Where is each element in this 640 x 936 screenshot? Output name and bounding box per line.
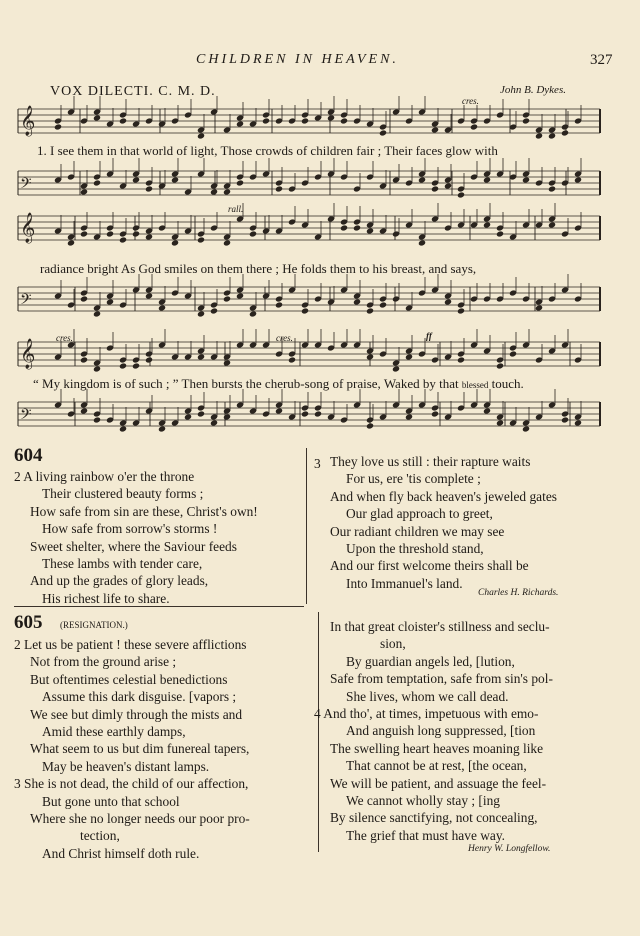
note-head bbox=[275, 407, 283, 414]
note-head bbox=[353, 298, 361, 305]
verse-line: For us, ere 'tis complete ; bbox=[346, 471, 481, 487]
note-head bbox=[249, 310, 257, 317]
hymn-604-verse-3 bbox=[330, 453, 557, 592]
note-head bbox=[223, 359, 231, 366]
hymn-604-author: Charles H. Richards. bbox=[478, 588, 559, 598]
note-head bbox=[119, 362, 127, 369]
note-head bbox=[301, 117, 309, 124]
note-head bbox=[197, 310, 205, 317]
note-head bbox=[54, 123, 62, 130]
verse-line: Where she no longer needs our poor pro- bbox=[30, 811, 250, 827]
note-head bbox=[366, 307, 374, 314]
note-head bbox=[574, 419, 582, 426]
note-head bbox=[574, 176, 582, 183]
hymn-605-author: Henry W. Longfellow. bbox=[468, 844, 551, 854]
note-head bbox=[470, 123, 478, 130]
note-head bbox=[405, 413, 413, 420]
verse-line: 4 And tho', at times, impetuous with emo- bbox=[314, 706, 539, 722]
note-head bbox=[535, 132, 543, 139]
note-head bbox=[106, 230, 114, 237]
note-head bbox=[483, 407, 491, 414]
note-head bbox=[353, 224, 361, 231]
hymn-605-right-verses bbox=[314, 618, 553, 844]
note-head bbox=[444, 298, 452, 305]
note-head bbox=[431, 126, 439, 133]
verse-line: Upon the threshold stand, bbox=[346, 541, 484, 557]
verse-line: Safe from temptation, safe from sin's pol- bbox=[330, 671, 553, 687]
verse-line: Assume this dark disguise. [vapors ; bbox=[42, 689, 237, 705]
verse-line: In that great cloister's stillness and seclu- bbox=[330, 619, 550, 634]
marking-cres-3: cres. bbox=[276, 333, 293, 343]
note-head bbox=[119, 117, 127, 124]
note-head bbox=[236, 179, 244, 186]
note-head bbox=[496, 362, 504, 369]
note-head bbox=[548, 185, 556, 192]
marking-ff: ff bbox=[426, 331, 432, 341]
music-score bbox=[0, 0, 640, 440]
bass-clef: 𝄢 bbox=[20, 291, 32, 312]
verse-line: We cannot wholly stay ; [ing bbox=[346, 793, 500, 809]
note-head bbox=[132, 230, 140, 237]
note-head bbox=[262, 117, 270, 124]
verse-line: The grief that must have way. bbox=[346, 827, 506, 843]
column-divider-605 bbox=[318, 612, 319, 852]
note-head bbox=[418, 176, 426, 183]
verse-line: 2 Let us be patient ! these severe afflictions bbox=[14, 637, 247, 652]
verse-line: sion, bbox=[380, 636, 406, 652]
verse-line: They love us still : their rapture waits bbox=[330, 454, 531, 469]
note-head bbox=[132, 176, 140, 183]
note-head bbox=[67, 239, 75, 246]
note-head bbox=[431, 185, 439, 192]
note-head bbox=[210, 419, 218, 426]
note-head bbox=[366, 227, 374, 234]
lyric-line-3: “ My kingdom is of such ; ” Then bursts the cherub-song of praise, Waked by that blessed touch. bbox=[33, 376, 524, 391]
note-head bbox=[379, 129, 387, 136]
verse-line: 2 A living rainbow o'er the throne bbox=[14, 469, 195, 484]
bass-clef: 𝄢 bbox=[20, 175, 32, 196]
verse-line: We will be patient, and assuage the feel- bbox=[330, 775, 547, 791]
note-head bbox=[522, 425, 530, 432]
note-head bbox=[483, 176, 491, 183]
note-head bbox=[418, 239, 426, 246]
note-head bbox=[535, 304, 543, 311]
verse-line: What seem to us but dim funereal tapers, bbox=[30, 741, 250, 757]
tune-name: VOX DILECTI. C. M. D. bbox=[50, 84, 216, 99]
column-divider-604 bbox=[306, 448, 307, 604]
marking-cres-2: cres. bbox=[56, 333, 73, 343]
note-head bbox=[184, 413, 192, 420]
note-head bbox=[197, 236, 205, 243]
verse-line: Amid these earthly damps, bbox=[42, 724, 186, 740]
note-head bbox=[366, 422, 374, 429]
treble-clef: 𝄞 bbox=[20, 106, 36, 136]
note-head bbox=[80, 295, 88, 302]
verse-line: These lambs with tender care, bbox=[42, 556, 203, 572]
hymn-604-number: 604 bbox=[14, 445, 43, 466]
note-head bbox=[522, 117, 530, 124]
note-head bbox=[561, 416, 569, 423]
note-head bbox=[457, 191, 465, 198]
verse-line: By guardian angels led, [lution, bbox=[346, 653, 515, 669]
note-head bbox=[210, 307, 218, 314]
treble-clef: 𝄞 bbox=[20, 339, 36, 369]
note-head bbox=[366, 353, 374, 360]
hymn-605-number: 605 bbox=[14, 612, 43, 633]
verse-line: How safe from sin are these, Christ's own! bbox=[30, 503, 258, 519]
verse-line: And when fly back heaven's jeweled gates bbox=[330, 488, 557, 504]
note-head bbox=[119, 425, 127, 432]
hymn-605-subtitle: (RESIGNATION.) bbox=[60, 620, 128, 630]
verse-line: Our glad approach to greet, bbox=[346, 506, 493, 522]
note-head bbox=[327, 114, 335, 121]
verse-line: That cannot be at rest, [the ocean, bbox=[346, 758, 527, 774]
hymn-605-left-verses bbox=[14, 636, 250, 862]
note-head bbox=[223, 239, 231, 246]
verse-line: His richest life to share. bbox=[42, 590, 170, 606]
note-head bbox=[210, 188, 218, 195]
verse-line: Not from the ground arise ; bbox=[30, 654, 177, 670]
note-head bbox=[93, 310, 101, 317]
note-head bbox=[314, 410, 322, 417]
note-head bbox=[301, 307, 309, 314]
note-head bbox=[93, 179, 101, 186]
note-head bbox=[457, 356, 465, 363]
note-head bbox=[457, 307, 465, 314]
hymn-604-verse-2 bbox=[14, 468, 258, 607]
note-head bbox=[145, 356, 153, 363]
note-head bbox=[431, 410, 439, 417]
note-head bbox=[561, 129, 569, 136]
verse-line: By silence sanctifying, not concealing, bbox=[330, 810, 538, 826]
verse-line: And up the grades of glory leads, bbox=[30, 573, 209, 589]
verse-line: We see but dimly through the mists and bbox=[30, 706, 243, 722]
note-head bbox=[145, 185, 153, 192]
note-head bbox=[158, 304, 166, 311]
note-head bbox=[145, 233, 153, 240]
note-head bbox=[132, 362, 140, 369]
note-head bbox=[223, 413, 231, 420]
note-head bbox=[171, 176, 179, 183]
note-head bbox=[379, 301, 387, 308]
note-head bbox=[288, 356, 296, 363]
note-head bbox=[106, 298, 114, 305]
bass-clef: 𝄢 bbox=[20, 406, 32, 427]
note-head bbox=[197, 353, 205, 360]
note-head bbox=[340, 224, 348, 231]
note-head bbox=[197, 132, 205, 139]
verse-line: But gone unto that school bbox=[42, 793, 180, 809]
hymn-604-verse-3-number: 3 bbox=[314, 456, 321, 471]
marking-cres-1: cres. bbox=[462, 96, 479, 106]
verse-line: May be heaven's distant lamps. bbox=[42, 758, 210, 774]
verse-line: Their clustered beauty forms ; bbox=[42, 486, 204, 502]
note-head bbox=[496, 419, 504, 426]
page-number: 327 bbox=[590, 52, 613, 68]
treble-clef: 𝄞 bbox=[20, 213, 36, 243]
running-head-title: CHILDREN IN HEAVEN. bbox=[196, 52, 399, 67]
note-head bbox=[548, 132, 556, 139]
note-head bbox=[236, 292, 244, 299]
note-head bbox=[145, 292, 153, 299]
verse-line: And our first welcome theirs shall be bbox=[330, 558, 529, 574]
verse-line: But oftentimes celestial benedictions bbox=[30, 671, 228, 687]
note-head bbox=[496, 230, 504, 237]
note-head bbox=[522, 176, 530, 183]
note-head bbox=[275, 185, 283, 192]
note-head bbox=[80, 407, 88, 414]
lyric-line-1: 1. I see them in that world of light, Those crowds of children fair ; Their faces glow with bbox=[37, 143, 498, 158]
verse-line: How safe from sorrow's storms ! bbox=[42, 521, 218, 537]
note-head bbox=[236, 120, 244, 127]
note-head bbox=[301, 410, 309, 417]
tune-composer: John B. Dykes. bbox=[500, 84, 566, 96]
note-head bbox=[223, 295, 231, 302]
note-head bbox=[548, 221, 556, 228]
note-head bbox=[80, 188, 88, 195]
note-head bbox=[340, 117, 348, 124]
verse-line: She lives, whom we call dead. bbox=[346, 688, 509, 704]
note-head bbox=[93, 416, 101, 423]
verse-line: 3 She is not dead, the child of our affection, bbox=[14, 776, 249, 792]
verse-line: tection, bbox=[80, 828, 120, 844]
note-head bbox=[223, 188, 231, 195]
section-rule bbox=[14, 606, 304, 607]
verse-line: And anguish long suppressed, [tion bbox=[346, 723, 536, 739]
note-head bbox=[171, 239, 179, 246]
note-head bbox=[483, 221, 491, 228]
note-head bbox=[275, 301, 283, 308]
note-head bbox=[158, 425, 166, 432]
verse-line: Into Immanuel's land. bbox=[346, 575, 463, 591]
verse-line: Our radiant children we may see bbox=[330, 523, 505, 539]
verse-line: And Christ himself doth rule. bbox=[42, 845, 200, 861]
note-head bbox=[405, 353, 413, 360]
lyric-line-2: radiance bright As God smiles on them there ; He folds them to his breast, and says, bbox=[40, 261, 477, 276]
note-head bbox=[93, 365, 101, 372]
note-head bbox=[509, 350, 517, 357]
verse-line: The swelling heart heaves moaning like bbox=[330, 740, 544, 756]
note-head bbox=[444, 182, 452, 189]
note-head bbox=[93, 114, 101, 121]
note-head bbox=[80, 356, 88, 363]
note-head bbox=[119, 236, 127, 243]
note-head bbox=[249, 230, 257, 237]
note-head bbox=[80, 230, 88, 237]
verse-line: Sweet shelter, where the Saviour feeds bbox=[30, 538, 237, 554]
note-head bbox=[392, 365, 400, 372]
marking-rall: rall. bbox=[228, 204, 244, 214]
note-head bbox=[197, 410, 205, 417]
